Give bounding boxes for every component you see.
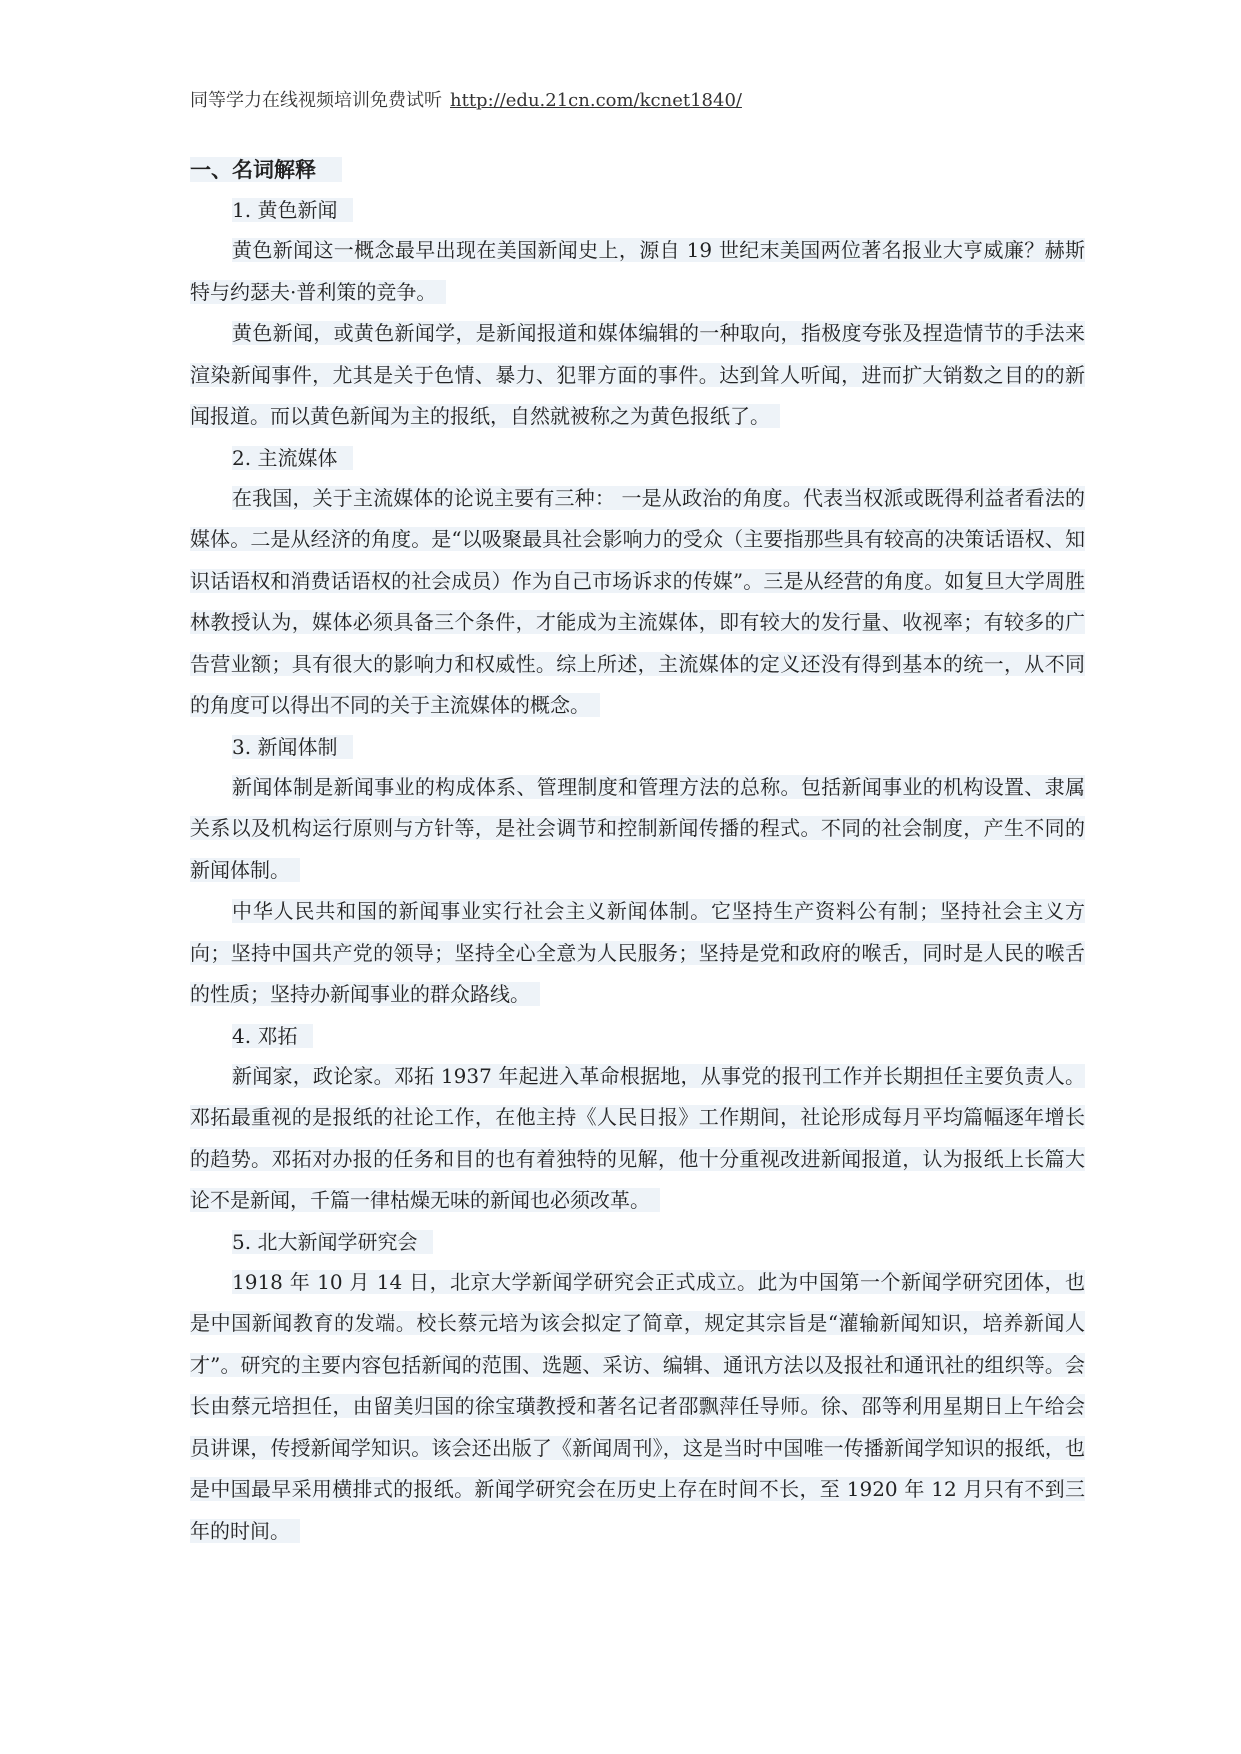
paragraph: 1918 年 10 月 14 日，北京大学新闻学研究会正式成立。此为中国第一个新闻学研究团体，也是中国新闻教育的发端。校长蔡元培为该会拟定了简章，规定其宗旨是“灌输新闻知识，培养新闻人才”。研究的主要内容包括新闻的范围、选题、采访、编辑、通讯方法以及报社和通讯社的组织等。会长由蔡元培担任，由留美归国的徐宝璜教授和著名记者邵飘萍任导师。徐、邵等利用星期日上午给会员讲课，传授新闻学知识。该会还出版了《新闻周刊》，这是当时中国唯一传播新闻学知识的报纸，也是中国最早采用横排式的报纸。新闻学研究会在历史上存在时间不长，至 1920 年 12 月只有不到三年的时间。 (190, 1269, 1085, 1543)
term-title: 1. 黄色新闻 (190, 190, 1085, 230)
header-link[interactable]: http://edu.21cn.com/kcnet1840/ (450, 90, 742, 111)
paragraph: 中华人民共和国的新闻事业实行社会主义新闻体制。它坚持生产资料公有制；坚持社会主义方向；坚持中国共产党的领导；坚持全心全意为人民服务；坚持是党和政府的喉舌，同时是人民的喉舌的性质；坚持办新闻事业的群众路线。 (190, 899, 1085, 1006)
paragraph: 新闻家，政论家。邓拓 1937 年起进入革命根据地，从事党的报刊工作并长期担任主要负责人。邓拓最重视的是报纸的社论工作，在他主持《人民日报》工作期间，社论形成每月平均篇幅逐年增长的趋势。邓拓对办报的任务和目的也有着独特的见解，他十分重视改进新闻报道，认为报纸上长篇大论不是新闻，千篇一律枯燥无味的新闻也必须改革。 (190, 1063, 1085, 1212)
term-title: 3. 新闻体制 (190, 727, 1085, 767)
document-body (190, 150, 1085, 1552)
term-title: 5. 北大新闻学研究会 (190, 1222, 1085, 1262)
paragraph: 在我国，关于主流媒体的论说主要有三种： 一是从政治的角度。代表当权派或既得利益者看法的媒体。二是从经济的角度。是“以吸聚最具社会影响力的受众（主要指那些具有较高的决策话语权、知识话语权和消费话语权的社会成员）作为自己市场诉求的传媒”。三是从经营的角度。如复旦大学周胜林教授认为，媒体必须具备三个条件，才能成为主流媒体，即有较大的发行量、收视率；有较多的广告营业额；具有很大的影响力和权威性。综上所述，主流媒体的定义还没有得到基本的统一，从不同的角度可以得出不同的关于主流媒体的概念。 (190, 485, 1085, 717)
paragraph: 黄色新闻这一概念最早出现在美国新闻史上，源自 19 世纪末美国两位著名报业大亨威廉？赫斯特与约瑟夫·普利策的竞争。 (190, 238, 1085, 304)
page-header (190, 86, 742, 112)
term-title: 2. 主流媒体 (190, 438, 1085, 478)
paragraph: 新闻体制是新闻事业的构成体系、管理制度和管理方法的总称。包括新闻事业的机构设置、隶属关系以及机构运行原则与方针等，是社会调节和控制新闻传播的程式。不同的社会制度，产生不同的新闻体制。 (190, 774, 1085, 882)
term-title: 4. 邓拓 (190, 1016, 1085, 1056)
header-text: 同等学力在线视频培训免费试听 (190, 90, 442, 111)
paragraph: 黄色新闻，或黄色新闻学，是新闻报道和媒体编辑的一种取向，指极度夸张及捏造情节的手法来渲染新闻事件，尤其是关于色情、暴力、犯罪方面的事件。达到耸人听闻，进而扩大销数之目的的新闻报道。而以黄色新闻为主的报纸，自然就被称之为黄色报纸了。 (190, 321, 1085, 428)
section-title: 一、名词解释 (190, 150, 1085, 190)
